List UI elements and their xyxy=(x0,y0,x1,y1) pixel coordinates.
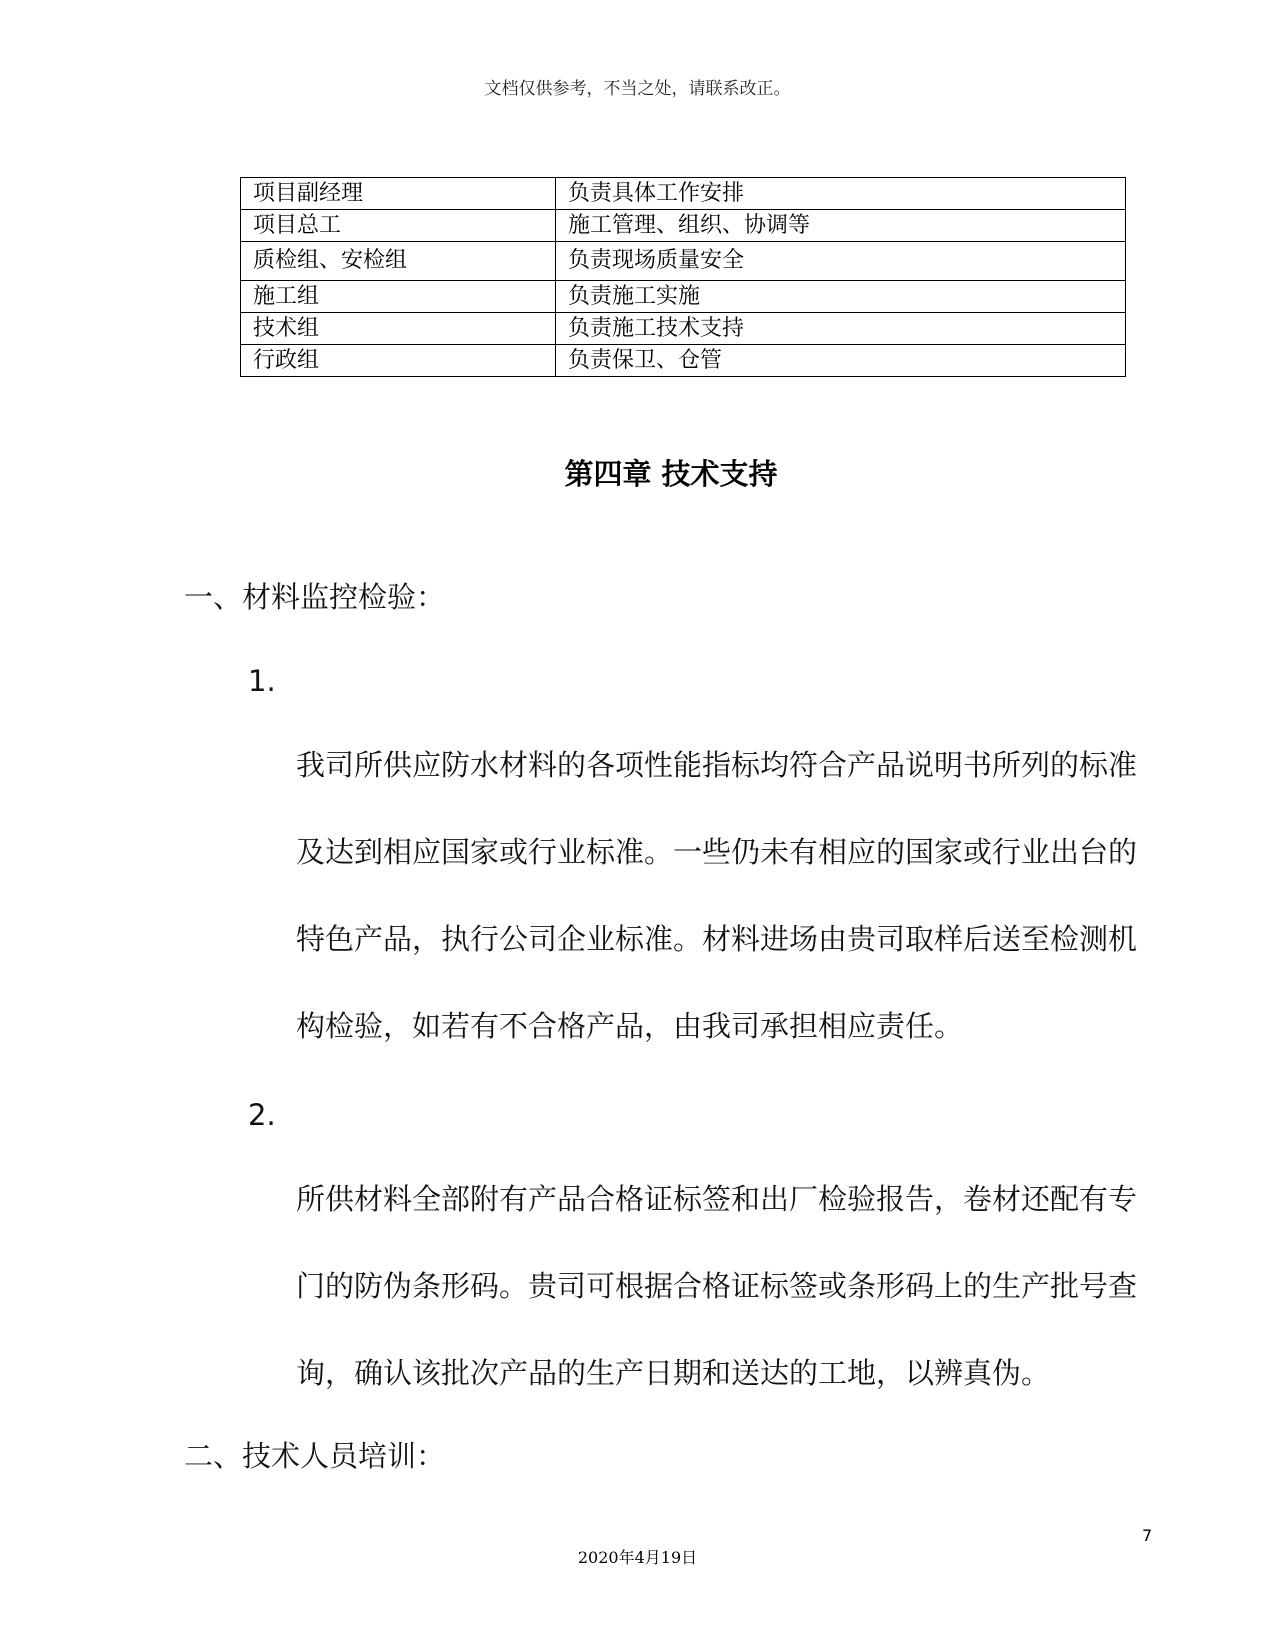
section-heading-1: 一、材料监控检验： xyxy=(184,580,446,614)
list-number-1: 1. xyxy=(248,664,276,698)
section-heading-2: 二、技术人员培训： xyxy=(184,1439,446,1473)
table-row xyxy=(241,242,1126,281)
paragraph-2: 所供材料全部附有产品合格证标签和出厂检验报告，卷材还配有专门的防伪条形码。贵司可根据合格证标签或条形码上的生产批号查询，确认该批次产品的生产日期和送达的工地，以辨真伪。 xyxy=(296,1182,1138,1390)
page-number: 7 xyxy=(1142,1526,1153,1545)
role-cell: 项目总工 xyxy=(241,210,556,242)
duty-cell: 施工管理、组织、协调等 xyxy=(556,210,1126,242)
table-row xyxy=(241,178,1126,210)
role-cell: 施工组 xyxy=(241,281,556,313)
table-row xyxy=(241,210,1126,242)
table-row xyxy=(241,281,1126,313)
duty-cell: 负责施工技术支持 xyxy=(556,313,1126,345)
roles-table xyxy=(240,177,1126,377)
duty-cell: 负责具体工作安排 xyxy=(556,178,1126,210)
table-row xyxy=(241,345,1126,377)
role-cell: 质检组、安检组 xyxy=(241,242,556,281)
table-row xyxy=(241,313,1126,345)
role-cell: 技术组 xyxy=(241,313,556,345)
duty-cell: 负责现场质量安全 xyxy=(556,242,1126,281)
footer-date: 2020年4月19日 xyxy=(577,1548,698,1567)
duty-cell: 负责保卫、仓管 xyxy=(556,345,1126,377)
header-note: 文档仅供参考，不当之处，请联系改正。 xyxy=(484,79,791,99)
duty-cell: 负责施工实施 xyxy=(556,281,1126,313)
paragraph-1: 我司所供应防水材料的各项性能指标均符合产品说明书所列的标准及达到相应国家或行业标准。一些仍未有相应的国家或行业出台的特色产品，执行公司企业标准。材料进场由贵司取样后送至检测机构检验，如若有不合格产品，由我司承担相应责任。 xyxy=(296,748,1138,1043)
role-cell: 行政组 xyxy=(241,345,556,377)
role-cell: 项目副经理 xyxy=(241,178,556,210)
chapter-title: 第四章 技术支持 xyxy=(564,457,778,491)
list-number-2: 2. xyxy=(248,1098,276,1132)
